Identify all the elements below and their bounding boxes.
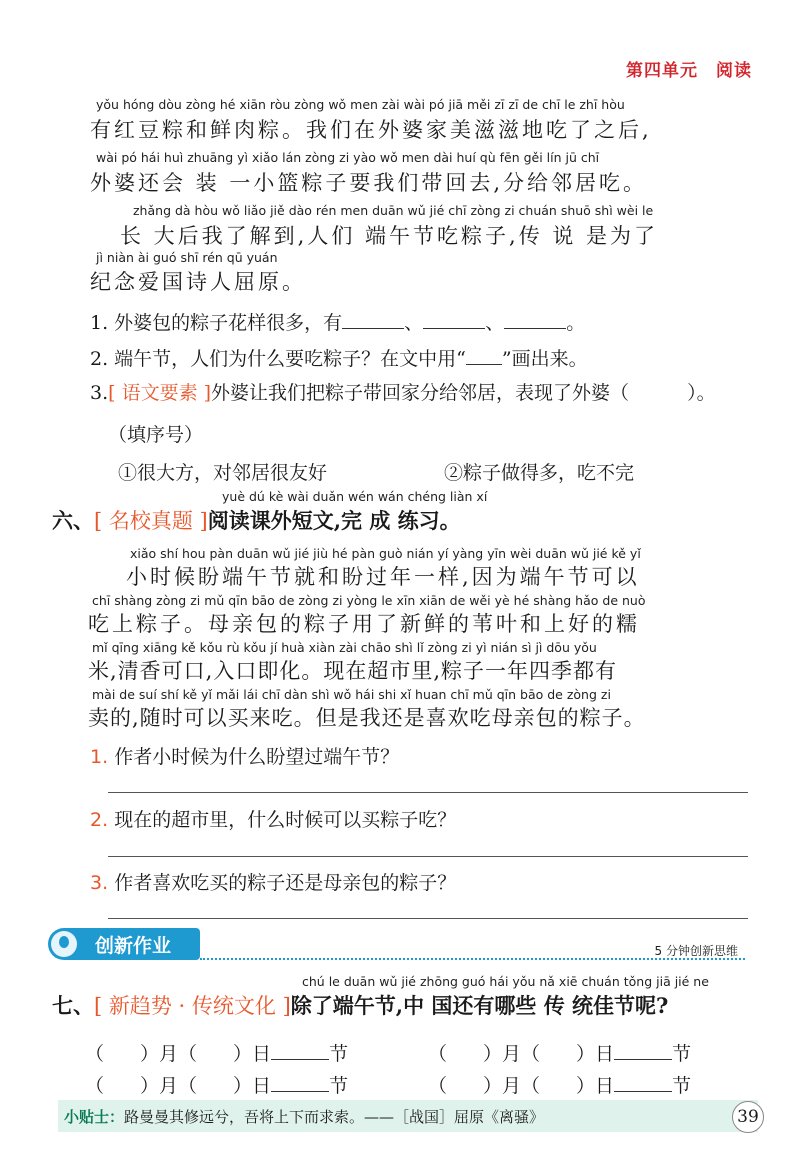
passage-line: 有红豆粽和鲜肉粽。我们在外婆家美滋滋地吃了之后, bbox=[90, 118, 652, 142]
answer-blank[interactable] bbox=[271, 1073, 329, 1092]
tip-label: 小贴士： bbox=[64, 1108, 125, 1126]
answer-line[interactable] bbox=[108, 792, 748, 793]
pinyin-line: yuè dú kè wài duǎn wén wán chéng liàn xí bbox=[222, 489, 488, 504]
passage-line: 米,清香可口,入口即化。现在超市里,粽子一年四季都有 bbox=[88, 659, 618, 683]
festival-row: （ ）月（ ）日 节 bbox=[85, 1075, 349, 1097]
lightbulb-icon bbox=[51, 931, 77, 957]
pinyin-line: zhǎng dà hòu wǒ liǎo jiě dào rén men duān wǔ jié chī zòng zi chuán shuō shì wèi le bbox=[133, 203, 654, 218]
question-tag: [ 语文要素 ] bbox=[108, 382, 212, 404]
pinyin-line: wài pó hái huì zhuāng yì xiǎo lán zòng zi yào wǒ men dài huí qù fēn gěi lín jū chī bbox=[96, 150, 600, 165]
section-7-title: 七、[ 新趋势 · 传统文化 ]除了端午节,中 国还有哪些 传 统佳节呢? bbox=[52, 993, 669, 1018]
fill-note: （填序号） bbox=[108, 424, 204, 446]
answer-line[interactable] bbox=[108, 856, 748, 857]
unit-title: 第四单元 阅读 bbox=[626, 61, 752, 81]
answer-blank[interactable] bbox=[423, 310, 485, 329]
answer-blank[interactable] bbox=[271, 1041, 329, 1060]
passage-line: 长 大后我了解到,人们 端午节吃粽子,传 说 是为了 bbox=[120, 224, 659, 248]
pinyin-line: yǒu hóng dòu zòng hé xiān ròu zòng wǒ men zài wài pó jiā měi zī zī de chī le zhī hòu bbox=[96, 97, 625, 112]
option-1: ①很大方，对邻居很友好 bbox=[118, 462, 328, 484]
pinyin-line: chī shàng zòng zi mǔ qīn bāo de zòng zi yòng le xīn xiān de wěi yè hé shàng hǎo de nuò bbox=[92, 593, 646, 608]
question-3: 3.[ 语文要素 ]外婆让我们把粽子带回家分给邻居，表现了外婆（ ）。 bbox=[90, 382, 716, 404]
tip-quote: 路曼曼其修远兮，吾将上下而求索。——［战国］屈原《离骚》 bbox=[124, 1108, 545, 1126]
passage-line: 吃上粽子。母亲包的粽子用了新鲜的苇叶和上好的糯 bbox=[88, 612, 640, 636]
reading-question: 1. 作者小时候为什么盼望过端午节？ bbox=[90, 746, 400, 768]
question-2: 2. 端午节，人们为什么要吃粽子？在文中用“ ”画出来。 bbox=[90, 348, 588, 370]
pinyin-line: jì niàn ài guó shī rén qū yuán bbox=[96, 250, 278, 265]
answer-blank[interactable] bbox=[614, 1073, 672, 1092]
section-tag: [ 新趋势 · 传统文化 ] bbox=[94, 994, 291, 1018]
reading-question: 2. 现在的超市里，什么时候可以买粽子吃？ bbox=[90, 809, 457, 831]
festival-row: （ ）月（ ）日 节 bbox=[85, 1043, 349, 1065]
banner-subtitle: 5 分钟创新思维 bbox=[654, 944, 738, 958]
section-6-title: 六、[ 名校真题 ]阅读课外短文,完 成 练习。 bbox=[52, 508, 461, 533]
pinyin-line: xiǎo shí hou pàn duān wǔ jié jiù hé pàn guò nián yí yàng yīn wèi duān wǔ jié kě yǐ bbox=[130, 546, 641, 561]
pinyin-line: chú le duān wǔ jié zhōng guó hái yǒu nǎ xiē chuán tǒng jiā jié ne bbox=[302, 974, 709, 989]
answer-blank[interactable] bbox=[614, 1041, 672, 1060]
option-2: ②粽子做得多，吃不完 bbox=[444, 462, 635, 484]
pinyin-line: mǐ qīng xiāng kě kǒu rù kǒu jí huà xiàn zài chāo shì lǐ zòng zi yì nián sì jì dōu yǒu bbox=[92, 640, 597, 655]
banner-title: 创新作业 bbox=[95, 935, 172, 957]
passage-line: 纪念爱国诗人屈原。 bbox=[90, 270, 306, 294]
festival-row: （ ）月（ ）日 节 bbox=[428, 1075, 692, 1097]
festival-row: （ ）月（ ）日 节 bbox=[428, 1043, 692, 1065]
tip-text bbox=[64, 1106, 544, 1127]
page-number: 39 bbox=[732, 1101, 764, 1133]
answer-blank[interactable] bbox=[342, 310, 404, 329]
answer-blank[interactable] bbox=[504, 310, 566, 329]
passage-line: 小时候盼端午节就和盼过年一样,因为端午节可以 bbox=[126, 565, 640, 589]
answer-blank[interactable] bbox=[466, 346, 502, 365]
passage-line: 卖的,随时可以买来吃。但是我还是喜欢吃母亲包的粽子。 bbox=[88, 706, 646, 730]
question-1: 1. 外婆包的粽子花样很多，有 、 、 。 bbox=[90, 312, 586, 334]
reading-question: 3. 作者喜欢吃买的粽子还是母亲包的粽子？ bbox=[90, 872, 457, 894]
section-tag: [ 名校真题 ] bbox=[94, 509, 208, 533]
pinyin-line: mài de suí shí kě yǐ mǎi lái chī dàn shì wǒ hái shi xǐ huan chī mǔ qīn bāo de zòng zi bbox=[92, 687, 611, 702]
answer-line[interactable] bbox=[108, 918, 748, 919]
passage-line: 外婆还会 装 一小篮粽子要我们带回去,分给邻居吃。 bbox=[90, 171, 648, 195]
